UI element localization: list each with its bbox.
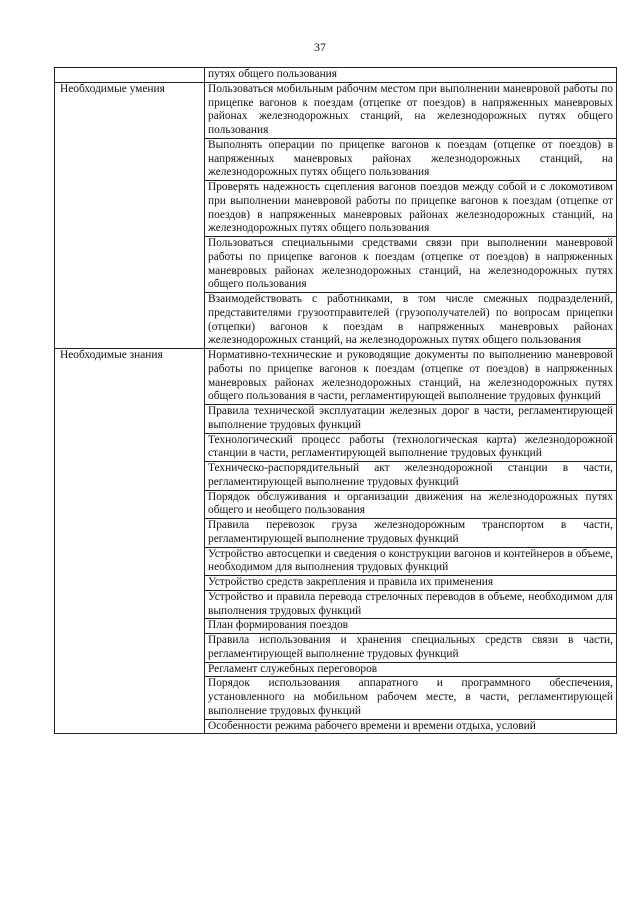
row-description: Порядок использования аппаратного и программного обеспечения, установленного на мобильном рабочем месте, в части, регламентирующей выполнение трудовых функций — [205, 677, 617, 719]
row-description: Технологический процесс работы (технологическая карта) железнодорожной станции в части, регламентирующей выполнение трудовых функций — [205, 433, 617, 462]
row-category — [55, 68, 205, 83]
row-description: Правила использования и хранения специальных средств связи в части, регламентирующей выполнение трудовых функций — [205, 634, 617, 663]
table-row — [55, 82, 617, 138]
row-description: Пользоваться мобильным рабочим местом при выполнении маневровой работы по прицепке вагонов к поездам (отцепке от поездов) в напряженных маневровых районах железнодорожных станций, на железнодорожных путях общего пользования — [205, 82, 617, 138]
row-description: Правила технической эксплуатации железных дорог в части, регламентирующей выполнение трудовых функций — [205, 405, 617, 434]
page-number: 37 — [314, 40, 326, 54]
row-category-knowledge: Необходимые знания — [55, 349, 205, 734]
row-description: Техническо-распорядительный акт железнодорожной станции в части, регламентирующей выполнение трудовых функций — [205, 462, 617, 491]
row-description: Выполнять операции по прицепке вагонов к поездам (отцепке от поездов) в напряженных маневровых районах железнодорожных станций, на железнодорожных путях общего пользования — [205, 138, 617, 180]
row-description: Устройство и правила перевода стрелочных переводов в объеме, необходимом для выполнения трудовых функций — [205, 590, 617, 619]
row-description: Проверять надежность сцепления вагонов поездов между собой и с локомотивом при выполнении маневровой работы по прицепке вагонов к поездам (отцепке от поездов) в напряженных маневровых районах железнодорожных станций, на железнодорожных путях общего пользования — [205, 181, 617, 237]
row-description: Правила перевозок груза железнодорожным транспортом в части, регламентирующей выполнение трудовых функций — [205, 519, 617, 548]
row-description: Порядок обслуживания и организации движения на железнодорожных путях общего и необщего пользования — [205, 490, 617, 519]
row-description: План формирования поездов — [205, 619, 617, 634]
row-description: Нормативно-технические и руководящие документы по выполнению маневровой работы по прицепке вагонов к поездам (отцепке от поездов) в напряженных маневровых районах железнодорожных станций, на железнодорожных путях общего пользования в части, регламентирующей выполнение трудовых функций — [205, 349, 617, 405]
requirements-table — [54, 67, 617, 734]
row-description: Устройство автосцепки и сведения о конструкции вагонов и контейнеров в объеме, необходимом для выполнения трудовых функций — [205, 547, 617, 576]
row-description: Особенности режима рабочего времени и времени отдыха, условий — [205, 719, 617, 734]
row-description: путях общего пользования — [205, 68, 617, 83]
row-description: Взаимодействовать с работниками, в том числе смежных подразделений, представителями грузоотправителей (грузополучателей) по вопросам прицепки (отцепки) вагонов к поездам в напряженных маневровых районах железнодорожных станций, на железнодорожных путях общего пользования — [205, 293, 617, 349]
row-description: Регламент служебных переговоров — [205, 662, 617, 677]
row-category-skills: Необходимые умения — [55, 82, 205, 348]
table-row — [55, 349, 617, 405]
row-description: Пользоваться специальными средствами связи при выполнении маневровой работы по прицепке вагонов к поездам (отцепке от поездов) в напряженных маневровых районах железнодорожных станций, на железнодорожных путях общего пользования — [205, 237, 617, 293]
table-row — [55, 68, 617, 83]
row-description: Устройство средств закрепления и правила их применения — [205, 576, 617, 591]
